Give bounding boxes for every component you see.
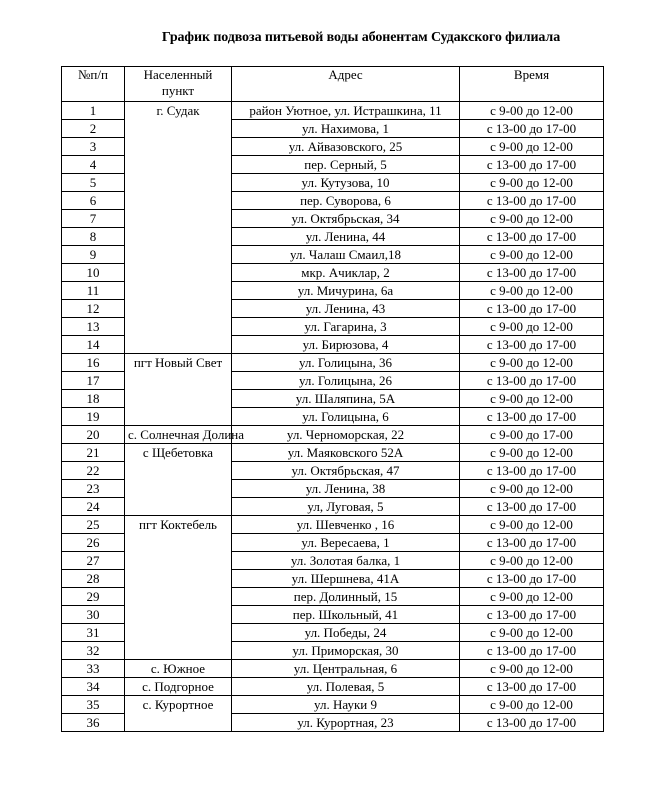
time-cell: с 13-00 до 17-00 bbox=[460, 228, 604, 246]
address-cell: ул. Ленина, 38 bbox=[232, 480, 460, 498]
row-number: 1 bbox=[62, 102, 125, 120]
address-cell: ул. Кутузова, 10 bbox=[232, 174, 460, 192]
address-cell: ул. Шевченко , 16 bbox=[232, 516, 460, 534]
time-cell: с 13-00 до 17-00 bbox=[460, 372, 604, 390]
time-cell: с 13-00 до 17-00 bbox=[460, 678, 604, 696]
address-cell: ул. Полевая, 5 bbox=[232, 678, 460, 696]
row-number: 6 bbox=[62, 192, 125, 210]
address-cell: ул. Мичурина, 6а bbox=[232, 282, 460, 300]
address-cell: ул. Черноморская, 22 bbox=[232, 426, 460, 444]
address-cell: ул. Науки 9 bbox=[232, 696, 460, 714]
row-number: 19 bbox=[62, 408, 125, 426]
address-cell: мкр. Ачиклар, 2 bbox=[232, 264, 460, 282]
time-cell: с 13-00 до 17-00 bbox=[460, 642, 604, 660]
settlement-name: с. Южное bbox=[125, 660, 232, 678]
address-cell: ул. Голицына, 6 bbox=[232, 408, 460, 426]
settlement-name: пгт Новый Свет bbox=[125, 354, 232, 426]
address-cell: пер. Серный, 5 bbox=[232, 156, 460, 174]
table-row bbox=[62, 444, 604, 462]
address-cell: ул. Ленина, 44 bbox=[232, 228, 460, 246]
row-number: 33 bbox=[62, 660, 125, 678]
row-number: 34 bbox=[62, 678, 125, 696]
address-cell: пер. Суворова, 6 bbox=[232, 192, 460, 210]
settlement-name: с. Курортное bbox=[125, 696, 232, 732]
address-cell: пер. Долинный, 15 bbox=[232, 588, 460, 606]
row-number: 21 bbox=[62, 444, 125, 462]
address-cell: ул. Шершнева, 41А bbox=[232, 570, 460, 588]
row-number: 5 bbox=[62, 174, 125, 192]
address-cell: ул. Чалаш Смаил,18 bbox=[232, 246, 460, 264]
table-row bbox=[62, 102, 604, 120]
row-number: 36 bbox=[62, 714, 125, 732]
table-row bbox=[62, 426, 604, 444]
row-number: 2 bbox=[62, 120, 125, 138]
time-cell: с 13-00 до 17-00 bbox=[460, 300, 604, 318]
settlement-name: с Щебетовка bbox=[125, 444, 232, 516]
table-row bbox=[62, 660, 604, 678]
time-cell: с 9-00 до 12-00 bbox=[460, 102, 604, 120]
address-cell: ул. Айвазовского, 25 bbox=[232, 138, 460, 156]
row-number: 31 bbox=[62, 624, 125, 642]
address-cell: ул. Золотая балка, 1 bbox=[232, 552, 460, 570]
time-cell: с 9-00 до 12-00 bbox=[460, 588, 604, 606]
time-cell: с 9-00 до 12-00 bbox=[460, 552, 604, 570]
row-number: 25 bbox=[62, 516, 125, 534]
row-number: 17 bbox=[62, 372, 125, 390]
address-cell: ул. Нахимова, 1 bbox=[232, 120, 460, 138]
water-schedule-table bbox=[61, 66, 604, 732]
address-cell: район Уютное, ул. Истрашкина, 11 bbox=[232, 102, 460, 120]
address-cell: ул. Шаляпина, 5А bbox=[232, 390, 460, 408]
address-cell: ул. Вересаева, 1 bbox=[232, 534, 460, 552]
row-number: 13 bbox=[62, 318, 125, 336]
row-number: 23 bbox=[62, 480, 125, 498]
address-cell: ул. Гагарина, 3 bbox=[232, 318, 460, 336]
address-cell: ул. Голицына, 36 bbox=[232, 354, 460, 372]
page-title: График подвоза питьевой воды абонентам Судакского филиала bbox=[161, 30, 561, 45]
time-cell: с 9-00 до 12-00 bbox=[460, 660, 604, 678]
time-cell: с 13-00 до 17-00 bbox=[460, 192, 604, 210]
time-cell: с 13-00 до 17-00 bbox=[460, 570, 604, 588]
row-number: 4 bbox=[62, 156, 125, 174]
time-cell: с 13-00 до 17-00 bbox=[460, 264, 604, 282]
time-cell: с 9-00 до 12-00 bbox=[460, 624, 604, 642]
address-cell: ул. Центральная, 6 bbox=[232, 660, 460, 678]
row-number: 18 bbox=[62, 390, 125, 408]
time-cell: с 13-00 до 17-00 bbox=[460, 120, 604, 138]
time-cell: с 9-00 до 12-00 bbox=[460, 318, 604, 336]
row-number: 11 bbox=[62, 282, 125, 300]
header-address: Адрес bbox=[232, 67, 460, 102]
time-cell: с 9-00 до 12-00 bbox=[460, 516, 604, 534]
row-number: 27 bbox=[62, 552, 125, 570]
table-row bbox=[62, 354, 604, 372]
time-cell: с 13-00 до 17-00 bbox=[460, 336, 604, 354]
address-cell: пер. Школьный, 41 bbox=[232, 606, 460, 624]
table-row bbox=[62, 678, 604, 696]
row-number: 10 bbox=[62, 264, 125, 282]
time-cell: с 9-00 до 12-00 bbox=[460, 174, 604, 192]
address-cell: ул. Приморская, 30 bbox=[232, 642, 460, 660]
table-header-row bbox=[62, 67, 604, 102]
row-number: 32 bbox=[62, 642, 125, 660]
time-cell: с 13-00 до 17-00 bbox=[460, 498, 604, 516]
address-cell: ул, Луговая, 5 bbox=[232, 498, 460, 516]
row-number: 28 bbox=[62, 570, 125, 588]
row-number: 8 bbox=[62, 228, 125, 246]
time-cell: с 9-00 до 12-00 bbox=[460, 390, 604, 408]
settlement-name: с. Солнечная Долина bbox=[125, 426, 232, 444]
address-cell: ул. Курортная, 23 bbox=[232, 714, 460, 732]
settlement-name: г. Судак bbox=[125, 102, 232, 354]
time-cell: с 9-00 до 12-00 bbox=[460, 480, 604, 498]
address-cell: ул. Октябрьская, 34 bbox=[232, 210, 460, 228]
time-cell: с 13-00 до 17-00 bbox=[460, 714, 604, 732]
time-cell: с 9-00 до 12-00 bbox=[460, 354, 604, 372]
row-number: 30 bbox=[62, 606, 125, 624]
time-cell: с 13-00 до 17-00 bbox=[460, 156, 604, 174]
time-cell: с 9-00 до 17-00 bbox=[460, 426, 604, 444]
row-number: 20 bbox=[62, 426, 125, 444]
row-number: 26 bbox=[62, 534, 125, 552]
row-number: 22 bbox=[62, 462, 125, 480]
time-cell: с 9-00 до 12-00 bbox=[460, 444, 604, 462]
header-num: №п/п bbox=[62, 67, 125, 102]
row-number: 7 bbox=[62, 210, 125, 228]
row-number: 9 bbox=[62, 246, 125, 264]
time-cell: с 13-00 до 17-00 bbox=[460, 534, 604, 552]
row-number: 12 bbox=[62, 300, 125, 318]
time-cell: с 13-00 до 17-00 bbox=[460, 462, 604, 480]
settlement-name: пгт Коктебель bbox=[125, 516, 232, 660]
row-number: 3 bbox=[62, 138, 125, 156]
address-cell: ул. Победы, 24 bbox=[232, 624, 460, 642]
time-cell: с 9-00 до 12-00 bbox=[460, 696, 604, 714]
time-cell: с 9-00 до 12-00 bbox=[460, 210, 604, 228]
time-cell: с 9-00 до 12-00 bbox=[460, 138, 604, 156]
time-cell: с 13-00 до 17-00 bbox=[460, 606, 604, 624]
header-place: Населенный пункт bbox=[125, 67, 232, 102]
settlement-name: с. Подгорное bbox=[125, 678, 232, 696]
address-cell: ул. Маяковского 52А bbox=[232, 444, 460, 462]
time-cell: с 9-00 до 12-00 bbox=[460, 282, 604, 300]
row-number: 16 bbox=[62, 354, 125, 372]
address-cell: ул. Ленина, 43 bbox=[232, 300, 460, 318]
row-number: 29 bbox=[62, 588, 125, 606]
row-number: 24 bbox=[62, 498, 125, 516]
address-cell: ул. Октябрьская, 47 bbox=[232, 462, 460, 480]
row-number: 14 bbox=[62, 336, 125, 354]
time-cell: с 9-00 до 12-00 bbox=[460, 246, 604, 264]
address-cell: ул. Бирюзова, 4 bbox=[232, 336, 460, 354]
table-row bbox=[62, 516, 604, 534]
time-cell: с 13-00 до 17-00 bbox=[460, 408, 604, 426]
header-time: Время bbox=[460, 67, 604, 102]
table-row bbox=[62, 696, 604, 714]
row-number: 35 bbox=[62, 696, 125, 714]
address-cell: ул. Голицына, 26 bbox=[232, 372, 460, 390]
